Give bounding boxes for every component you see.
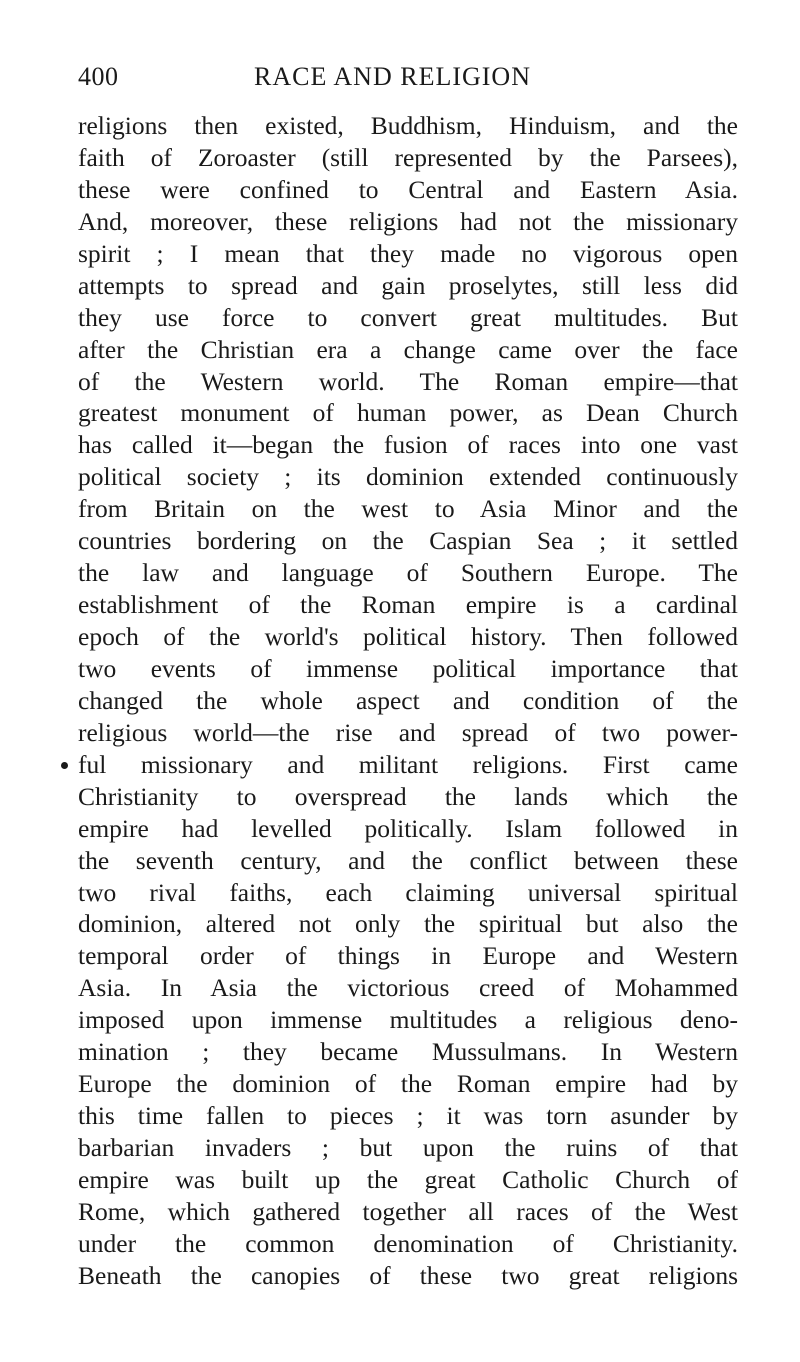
margin-bullet-mark xyxy=(61,762,68,769)
text-line: religions then existed, Buddhism, Hinduism, and the xyxy=(78,111,738,140)
text-line: faith of Zoroaster (still represented by the Parsees), xyxy=(78,142,738,172)
text-line: from Britain on the west to Asia Minor and the xyxy=(78,494,738,524)
text-line: has called it—began the fusion of races into one vast xyxy=(78,430,738,460)
text-line: attempts to spread and gain proselytes, still less did xyxy=(78,270,738,300)
text-line: they use force to convert great multitudes. But xyxy=(78,302,738,332)
text-line: barbarian invaders ; but upon the ruins of that xyxy=(78,1133,738,1162)
text-line: Asia. In Asia the victorious creed of Mohammed xyxy=(78,973,738,1003)
text-line: two rival faiths, each claiming universal spiritual xyxy=(78,877,738,907)
text-line: Beneath the canopies of these two great religions xyxy=(78,1260,738,1290)
text-line: mination ; they became Mussulmans. In Western xyxy=(78,1037,738,1067)
text-line: And, moreover, these religions had not the missionary xyxy=(78,206,738,236)
text-line: dominion, altered not only the spiritual but also the xyxy=(78,909,738,939)
text-line: the seventh century, and the conflict between these xyxy=(78,845,738,875)
text-line: Christianity to overspread the lands which the xyxy=(78,781,738,811)
text-line: political society ; its dominion extended continuously xyxy=(78,462,738,492)
text-line: establishment of the Roman empire is a cardinal xyxy=(78,590,738,620)
text-line: empire was built up the great Catholic Church of xyxy=(78,1164,738,1194)
text-line: Europe the dominion of the Roman empire had by xyxy=(78,1069,738,1099)
text-line: after the Christian era a change came over the face xyxy=(78,334,738,364)
running-head: RACE AND RELIGION xyxy=(254,62,531,91)
text-line: imposed upon immense multitudes a religious deno- xyxy=(78,1005,738,1035)
text-line: of the Western world. The Roman empire—that xyxy=(78,366,738,396)
text-line: Rome, which gathered together all races of the West xyxy=(78,1196,738,1226)
body-text xyxy=(78,110,738,1292)
text-line: epoch of the world's political history. Then followed xyxy=(78,622,738,651)
text-line: under the common denomination of Christianity. xyxy=(78,1228,738,1258)
text-line: countries bordering on the Caspian Sea ; it settled xyxy=(78,526,738,556)
text-line: religious world—the rise and spread of two power- xyxy=(78,717,738,747)
text-line: two events of immense political importance that xyxy=(78,653,738,683)
text-line: the law and language of Southern Europe. The xyxy=(78,558,738,588)
text-line: greatest monument of human power, as Dean Church xyxy=(78,398,738,428)
text-line: temporal order of things in Europe and Western xyxy=(78,941,738,971)
text-line: this time fallen to pieces ; it was torn asunder by xyxy=(78,1101,738,1131)
page-number: 400 xyxy=(78,62,119,91)
page-header xyxy=(78,60,738,94)
text-line: changed the whole aspect and condition of the xyxy=(78,685,738,715)
text-line: these were confined to Central and Eastern Asia. xyxy=(78,174,738,204)
text-line: empire had levelled politically. Islam followed in xyxy=(78,813,738,843)
text-line: ful missionary and militant religions. First came xyxy=(78,749,738,779)
text-line: spirit ; I mean that they made no vigorous open xyxy=(78,238,738,268)
